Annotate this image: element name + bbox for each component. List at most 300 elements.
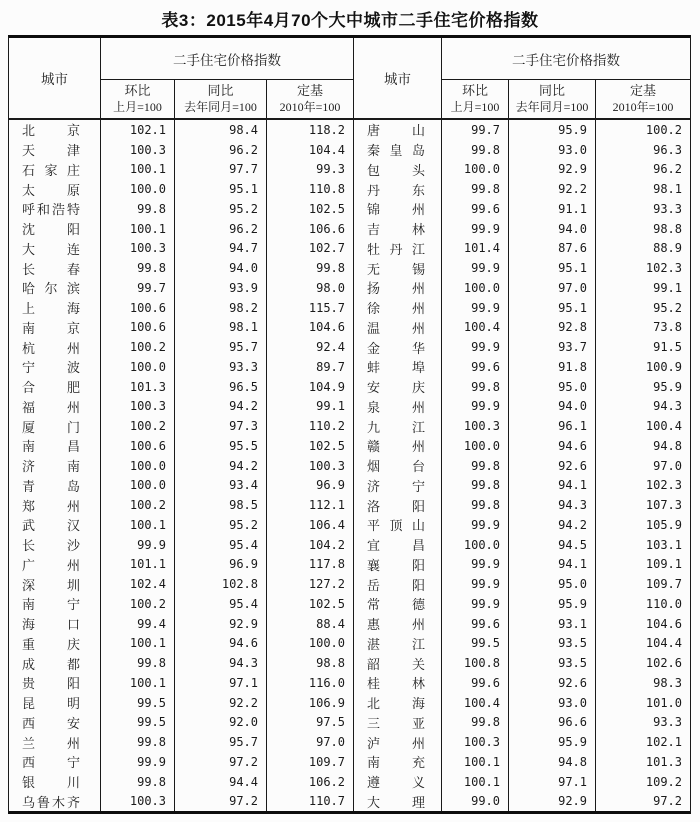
city-cell — [354, 199, 442, 219]
city-cell — [9, 693, 101, 713]
mom-cell: 99.9 — [442, 594, 509, 614]
table-row — [354, 515, 690, 535]
mom-cell: 99.8 — [442, 179, 509, 199]
city-name: 南宁 — [22, 597, 80, 613]
mom-cell: 100.0 — [442, 436, 509, 456]
yoy-cell: 97.0 — [509, 278, 596, 298]
city-cell — [354, 258, 442, 278]
yoy-cell: 94.6 — [509, 436, 596, 456]
base-cell: 102.3 — [645, 261, 682, 276]
mom-cell: 99.8 — [442, 495, 509, 515]
city-name: 昆明 — [22, 696, 80, 712]
yoy-cell: 93.4 — [175, 476, 267, 496]
mom-cell: 100.1 — [101, 515, 175, 535]
mom-cell: 99.6 — [442, 673, 509, 693]
base-cell: 94.8 — [653, 438, 682, 453]
city-cell — [9, 357, 101, 377]
table-row — [9, 772, 353, 792]
city-cell — [9, 673, 101, 693]
yoy-cell: 92.0 — [175, 713, 267, 733]
mom-cell: 99.9 — [442, 555, 509, 575]
base-cell: 98.0 — [316, 280, 345, 295]
city-name: 南充 — [367, 755, 425, 771]
yoy-cell: 95.2 — [175, 515, 267, 535]
table-row — [354, 219, 690, 239]
table-row — [9, 515, 353, 535]
table-row — [9, 653, 353, 673]
city-name: 厦门 — [22, 419, 80, 435]
base-cell: 102.5 — [308, 201, 345, 216]
city-cell — [354, 555, 442, 575]
base-cell: 98.3 — [653, 675, 682, 690]
base-cell: 95.2 — [653, 300, 682, 315]
yoy-cell: 97.7 — [175, 160, 267, 180]
city-cell — [9, 140, 101, 160]
mom-cell: 100.6 — [101, 318, 175, 338]
base-cell: 104.9 — [308, 379, 345, 394]
city-name: 锦州 — [367, 202, 425, 218]
yoy-cell: 95.1 — [175, 179, 267, 199]
mom-cell: 99.9 — [442, 515, 509, 535]
yoy-cell: 94.0 — [509, 397, 596, 417]
table-row — [354, 792, 690, 812]
city-cell — [9, 318, 101, 338]
table-row — [9, 377, 353, 397]
base-cell: 127.2 — [308, 577, 345, 592]
mom-cell: 100.1 — [442, 752, 509, 772]
city-name: 吉林 — [367, 222, 425, 238]
yoy-cell: 96.5 — [175, 377, 267, 397]
mom-cell: 99.8 — [442, 456, 509, 476]
city-cell — [354, 160, 442, 180]
city-cell — [354, 673, 442, 693]
city-name: 常德 — [367, 597, 425, 613]
base-cell: 97.2 — [653, 794, 682, 809]
city-name: 襄阳 — [367, 557, 425, 573]
yoy-cell: 97.1 — [509, 772, 596, 792]
mom-cell: 99.6 — [442, 199, 509, 219]
mom-cell: 100.3 — [101, 792, 175, 812]
yoy-cell: 95.9 — [509, 120, 596, 140]
base-cell: 110.8 — [308, 182, 345, 197]
mom-cell: 100.2 — [101, 594, 175, 614]
city-name: 北海 — [367, 696, 425, 712]
table-row — [354, 140, 690, 160]
yoy-cell: 94.3 — [509, 495, 596, 515]
table-row — [354, 555, 690, 575]
mom-cell: 99.8 — [101, 653, 175, 673]
city-cell — [354, 357, 442, 377]
mom-cell: 100.3 — [101, 397, 175, 417]
group-header: 二手住宅价格指数 — [101, 38, 353, 80]
table-row — [9, 456, 353, 476]
base-cell: 97.0 — [316, 735, 345, 750]
table-row — [354, 634, 690, 654]
mom-cell: 99.5 — [101, 693, 175, 713]
yoy-cell: 94.5 — [509, 535, 596, 555]
mom-column-header: 环比 上月=100 — [101, 80, 175, 118]
base-cell: 94.3 — [653, 399, 682, 414]
mom-cell: 99.8 — [101, 258, 175, 278]
base-cell: 112.1 — [308, 498, 345, 513]
base-cell: 104.6 — [308, 320, 345, 335]
mom-cell: 99.8 — [101, 732, 175, 752]
yoy-cell: 94.2 — [175, 397, 267, 417]
table-row — [9, 535, 353, 555]
base-cell: 110.2 — [308, 419, 345, 434]
table-row — [9, 397, 353, 417]
table-row — [9, 179, 353, 199]
yoy-cell: 94.3 — [175, 653, 267, 673]
table-row — [9, 239, 353, 259]
mom-cell: 100.0 — [101, 357, 175, 377]
city-name: 泉州 — [367, 399, 425, 415]
yoy-cell: 92.9 — [175, 614, 267, 634]
yoy-cell: 96.2 — [175, 140, 267, 160]
city-name: 丹东 — [367, 182, 425, 198]
base-cell: 106.9 — [308, 695, 345, 710]
yoy-cell: 96.2 — [175, 219, 267, 239]
city-name: 烟台 — [367, 459, 425, 475]
table-row — [9, 219, 353, 239]
table-row — [354, 436, 690, 456]
table-row — [9, 258, 353, 278]
base-column-header: 定基 2010年=100 — [279, 83, 341, 114]
base-cell: 100.0 — [308, 636, 345, 651]
base-cell: 104.6 — [645, 616, 682, 631]
table-row — [354, 397, 690, 417]
mom-cell: 100.3 — [442, 416, 509, 436]
city-cell — [9, 436, 101, 456]
table-row — [9, 614, 353, 634]
city-cell — [354, 476, 442, 496]
table-title: 表3：2015年4月70个大中城市二手住宅价格指数 — [161, 11, 539, 30]
base-cell: 117.8 — [308, 557, 345, 572]
city-column-header: 城市 — [354, 38, 442, 118]
city-cell — [9, 219, 101, 239]
table-row — [354, 535, 690, 555]
base-cell: 99.8 — [316, 261, 345, 276]
table-row — [354, 357, 690, 377]
base-cell: 98.1 — [653, 182, 682, 197]
mom-cell: 99.8 — [101, 772, 175, 792]
base-cell: 99.3 — [316, 162, 345, 177]
base-cell: 89.7 — [316, 359, 345, 374]
city-cell — [9, 752, 101, 772]
mom-cell: 99.5 — [442, 634, 509, 654]
mom-cell: 100.3 — [101, 239, 175, 259]
table-row — [9, 357, 353, 377]
table-row — [9, 140, 353, 160]
mom-cell: 100.2 — [101, 416, 175, 436]
table-row — [9, 120, 353, 140]
city-name: 济南 — [22, 459, 80, 475]
mom-cell: 100.6 — [101, 298, 175, 318]
city-cell — [354, 298, 442, 318]
base-cell: 88.9 — [653, 241, 682, 256]
city-name: 海口 — [22, 617, 80, 633]
table-row — [354, 673, 690, 693]
base-cell: 93.3 — [653, 201, 682, 216]
city-cell — [354, 693, 442, 713]
base-cell: 97.5 — [316, 715, 345, 730]
city-cell — [9, 239, 101, 259]
city-cell — [9, 713, 101, 733]
city-cell — [354, 377, 442, 397]
yoy-cell: 94.2 — [509, 515, 596, 535]
base-cell: 100.3 — [308, 458, 345, 473]
table-row — [9, 594, 353, 614]
base-cell: 101.3 — [645, 754, 682, 769]
city-name: 天津 — [22, 143, 80, 159]
city-name: 上海 — [22, 301, 80, 317]
base-cell: 102.5 — [308, 438, 345, 453]
city-cell — [354, 713, 442, 733]
city-name: 包头 — [367, 162, 425, 178]
table-body-left — [9, 120, 353, 811]
table-row — [9, 476, 353, 496]
city-name: 徐州 — [367, 301, 425, 317]
city-cell — [9, 772, 101, 792]
city-cell — [354, 179, 442, 199]
city-cell — [354, 515, 442, 535]
table-row — [9, 752, 353, 772]
mom-cell: 99.5 — [101, 713, 175, 733]
mom-cell: 100.1 — [442, 772, 509, 792]
city-name: 西安 — [22, 715, 80, 731]
base-cell: 93.3 — [653, 715, 682, 730]
city-name: 大理 — [367, 794, 425, 810]
yoy-cell: 98.5 — [175, 495, 267, 515]
base-cell: 101.0 — [645, 695, 682, 710]
base-cell: 98.8 — [316, 656, 345, 671]
city-cell — [9, 614, 101, 634]
city-name: 沈阳 — [22, 222, 80, 238]
city-name: 兰州 — [22, 735, 80, 751]
city-cell — [9, 495, 101, 515]
mom-cell: 99.7 — [442, 120, 509, 140]
city-cell — [354, 732, 442, 752]
table-row — [354, 713, 690, 733]
city-name: 南京 — [22, 320, 80, 336]
mom-cell: 100.1 — [101, 160, 175, 180]
base-cell: 104.2 — [308, 537, 345, 552]
table-row — [354, 614, 690, 634]
yoy-cell: 91.8 — [509, 357, 596, 377]
city-cell — [9, 397, 101, 417]
city-name: 西宁 — [22, 755, 80, 771]
city-name: 长沙 — [22, 538, 80, 554]
city-cell — [354, 239, 442, 259]
base-cell: 100.4 — [645, 419, 682, 434]
yoy-cell: 97.1 — [175, 673, 267, 693]
yoy-cell: 95.2 — [175, 199, 267, 219]
city-cell — [354, 772, 442, 792]
city-name: 武汉 — [22, 518, 80, 534]
table-row — [9, 337, 353, 357]
table-row — [9, 792, 353, 812]
table-row — [9, 495, 353, 515]
city-name: 无锡 — [367, 261, 425, 277]
city-name: 平顶山 — [367, 518, 425, 534]
city-cell — [354, 752, 442, 772]
mom-cell: 99.9 — [101, 535, 175, 555]
mom-cell: 99.8 — [442, 377, 509, 397]
mom-cell: 100.4 — [442, 693, 509, 713]
city-name: 金华 — [367, 340, 425, 356]
mom-cell: 99.6 — [442, 614, 509, 634]
base-cell: 102.1 — [645, 735, 682, 750]
mom-cell: 101.1 — [101, 555, 175, 575]
base-cell: 118.2 — [308, 122, 345, 137]
city-name: 温州 — [367, 320, 425, 336]
table-row — [354, 199, 690, 219]
city-name: 福州 — [22, 399, 80, 415]
table-row — [9, 298, 353, 318]
city-name: 青岛 — [22, 478, 80, 494]
base-cell: 88.4 — [316, 616, 345, 631]
city-cell — [9, 278, 101, 298]
city-cell — [354, 535, 442, 555]
price-index-table — [8, 35, 691, 814]
table-body-right — [354, 120, 690, 811]
table-row — [354, 495, 690, 515]
city-cell — [354, 436, 442, 456]
yoy-cell: 93.5 — [509, 634, 596, 654]
mom-cell: 100.0 — [442, 535, 509, 555]
city-name: 石家庄 — [22, 162, 80, 178]
city-name: 重庆 — [22, 636, 80, 652]
base-cell: 110.0 — [645, 596, 682, 611]
table-row — [9, 416, 353, 436]
city-name: 秦皇岛 — [367, 143, 425, 159]
base-cell: 102.3 — [645, 478, 682, 493]
city-name: 桂林 — [367, 676, 425, 692]
yoy-cell: 96.6 — [509, 713, 596, 733]
city-name: 三亚 — [367, 715, 425, 731]
yoy-cell: 95.4 — [175, 535, 267, 555]
city-cell — [9, 634, 101, 654]
city-cell — [9, 456, 101, 476]
city-name: 呼和浩特 — [22, 202, 80, 218]
city-name: 大连 — [22, 241, 80, 257]
yoy-cell: 94.8 — [509, 752, 596, 772]
city-cell — [9, 574, 101, 594]
base-cell: 99.1 — [316, 399, 345, 414]
mom-cell: 102.4 — [101, 574, 175, 594]
yoy-cell: 92.2 — [175, 693, 267, 713]
yoy-cell: 93.0 — [509, 140, 596, 160]
city-cell — [9, 160, 101, 180]
yoy-cell: 93.3 — [175, 357, 267, 377]
yoy-cell: 93.5 — [509, 653, 596, 673]
mom-cell: 99.8 — [442, 140, 509, 160]
table-header-right — [354, 38, 690, 120]
city-cell — [9, 298, 101, 318]
base-cell: 102.6 — [645, 656, 682, 671]
city-name: 郑州 — [22, 498, 80, 514]
table-half-left — [9, 38, 354, 811]
yoy-cell: 97.2 — [175, 792, 267, 812]
table-row — [9, 555, 353, 575]
mom-cell: 100.1 — [101, 673, 175, 693]
table-row — [354, 732, 690, 752]
base-cell: 100.2 — [645, 122, 682, 137]
table-row — [9, 732, 353, 752]
base-cell: 110.7 — [308, 794, 345, 809]
city-name: 遵义 — [367, 775, 425, 791]
base-cell: 109.1 — [645, 557, 682, 572]
table-row — [354, 476, 690, 496]
mom-cell: 100.2 — [101, 337, 175, 357]
mom-cell: 99.9 — [442, 397, 509, 417]
city-name: 洛阳 — [367, 498, 425, 514]
city-name: 扬州 — [367, 281, 425, 297]
city-name: 湛江 — [367, 636, 425, 652]
yoy-cell: 98.1 — [175, 318, 267, 338]
base-cell: 96.2 — [653, 162, 682, 177]
mom-cell: 99.0 — [442, 792, 509, 812]
city-name: 牡丹江 — [367, 241, 425, 257]
yoy-cell: 95.1 — [509, 298, 596, 318]
yoy-cell: 97.2 — [175, 752, 267, 772]
yoy-cell: 95.7 — [175, 337, 267, 357]
base-cell: 102.5 — [308, 596, 345, 611]
city-name: 宜昌 — [367, 538, 425, 554]
table-row — [9, 278, 353, 298]
city-cell — [354, 397, 442, 417]
yoy-cell: 94.0 — [509, 219, 596, 239]
mom-cell: 100.3 — [442, 732, 509, 752]
city-cell — [9, 377, 101, 397]
city-cell — [354, 318, 442, 338]
base-cell: 107.3 — [645, 498, 682, 513]
city-cell — [9, 416, 101, 436]
base-cell: 109.7 — [645, 577, 682, 592]
city-cell — [354, 634, 442, 654]
mom-cell: 99.8 — [442, 476, 509, 496]
yoy-cell: 93.7 — [509, 337, 596, 357]
yoy-cell: 92.9 — [509, 792, 596, 812]
base-cell: 92.4 — [316, 340, 345, 355]
city-cell — [9, 555, 101, 575]
base-cell: 95.9 — [653, 379, 682, 394]
city-cell — [9, 120, 101, 140]
table-row — [9, 574, 353, 594]
table-row — [354, 574, 690, 594]
mom-cell: 100.0 — [442, 278, 509, 298]
base-cell: 106.2 — [308, 774, 345, 789]
mom-cell: 100.0 — [101, 179, 175, 199]
mom-cell: 100.0 — [442, 160, 509, 180]
yoy-cell: 94.4 — [175, 772, 267, 792]
mom-cell: 99.8 — [101, 199, 175, 219]
mom-cell: 99.4 — [101, 614, 175, 634]
city-name: 太原 — [22, 182, 80, 198]
base-column-header: 定基 2010年=100 — [612, 83, 674, 114]
base-cell: 106.4 — [308, 517, 345, 532]
base-cell: 115.7 — [308, 300, 345, 315]
base-cell: 103.1 — [645, 537, 682, 552]
city-name: 赣州 — [367, 439, 425, 455]
yoy-cell: 92.2 — [509, 179, 596, 199]
base-cell: 99.1 — [653, 280, 682, 295]
city-cell — [9, 792, 101, 812]
city-name: 乌鲁木齐 — [22, 794, 80, 810]
yoy-cell: 91.1 — [509, 199, 596, 219]
city-name: 蚌埠 — [367, 360, 425, 376]
yoy-cell: 94.6 — [175, 634, 267, 654]
